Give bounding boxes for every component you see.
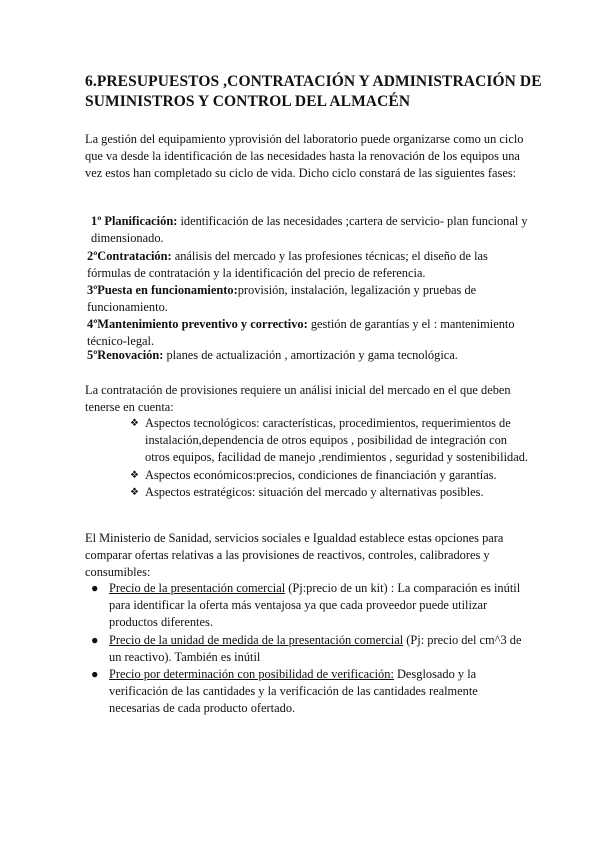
page-title: 6.PRESUPUESTOS ,CONTRATACIÓN Y ADMINISTRACIÓN DE SUMINISTROS Y CONTROL DEL ALMACÉN <box>85 73 542 110</box>
aspect-text: Aspectos estratégicos: situación del mercado y alternativas posibles. <box>145 484 484 499</box>
phase-4-label: 4ºMantenimiento preventivo y correctivo: <box>87 317 308 331</box>
phase-5 <box>87 347 527 364</box>
contract-intro-paragraph: La contratación de provisiones requiere un análisi inicial del mercado en el que deben tenerse en cuenta: <box>85 383 511 415</box>
phase-1-label: 1º Planificación: <box>91 214 178 228</box>
phase-2-label: 2ºContratación: <box>87 249 172 263</box>
aspect-text: Aspectos tecnológicos: características, procedimientos, requerimientos de instalación,dependencia de otros equipos , posibilidad de integración con otros equipos, facilidad de manejo ,rendimientos , seguridad y sostenibilidad. <box>145 416 528 465</box>
bullet-icon: ● <box>91 581 99 595</box>
options-list <box>91 580 531 718</box>
phase-3 <box>87 282 527 316</box>
list-item <box>130 415 530 467</box>
aspect-text: Aspectos económicos:precios, condiciones de financiación y garantías. <box>145 467 497 482</box>
list-item <box>91 666 531 718</box>
aspects-list <box>130 415 530 501</box>
phase-1-text: identificación de las necesidades ;cartera de servicio- plan funcional y dimensionado. <box>91 214 528 246</box>
list-item <box>91 632 531 666</box>
option-label: Precio por determinación con posibilidad de verificación: <box>109 667 394 682</box>
list-item <box>91 580 531 632</box>
diamond-bullet-icon: ❖ <box>130 469 139 481</box>
option-text: (Pj: precio del cm^3 de un reactivo). También es inútil <box>109 632 522 664</box>
bullet-icon: ● <box>91 632 99 647</box>
intro-paragraph: La gestión del equipamiento yprovisión del laboratorio puede organizarse como un ciclo que va desde la identificación de las necesidades hasta la renovación de los equipos una vez estos han completado su ciclo de vida. Dicho ciclo constará de las siguientes fases: <box>85 132 524 181</box>
ministry-intro-paragraph: El Ministerio de Sanidad, servicios sociales e Igualdad establece estas opciones para comparar ofertas relativas a las provisiones de reactivos, controles, calibradores y consumibles: <box>85 531 504 580</box>
phase-2 <box>87 248 527 282</box>
option-text: (Pj:precio de un kit) : La comparación es inútil para identificar la oferta más ventajosa ya que cada proveedor puede utilizar productos diferentes. <box>109 581 521 630</box>
option-text: Desglosado y la verificación de las cantidades y la verificación de las cantidades realmente necesarias de cada producto ofertado. <box>109 667 478 716</box>
diamond-bullet-icon: ❖ <box>130 418 139 429</box>
phase-2-text: análisis del mercado y las profesiones técnicas; el diseño de las fórmulas de contratación y la identificación del precio de referencia. <box>87 249 488 281</box>
phase-1 <box>91 213 531 247</box>
diamond-bullet-icon: ❖ <box>130 486 139 498</box>
list-item <box>130 467 530 484</box>
phase-5-text: planes de actualización , amortización y gama tecnológica. <box>163 348 458 362</box>
phase-3-label: 3ºPuesta en funcionamiento: <box>87 283 238 297</box>
phase-3-text: provisión, instalación, legalización y pruebas de funcionamiento. <box>87 283 477 315</box>
phase-4-text: gestión de garantías y el : mantenimiento técnico-legal. <box>87 317 515 349</box>
bullet-icon: ● <box>91 667 99 682</box>
phase-5-label: 5ºRenovación: <box>87 348 164 362</box>
phase-4 <box>87 316 527 350</box>
option-label: Precio de la unidad de medida de la presentación comercial <box>109 632 404 647</box>
option-label: Precio de la presentación comercial <box>109 581 286 595</box>
list-item <box>130 484 530 501</box>
